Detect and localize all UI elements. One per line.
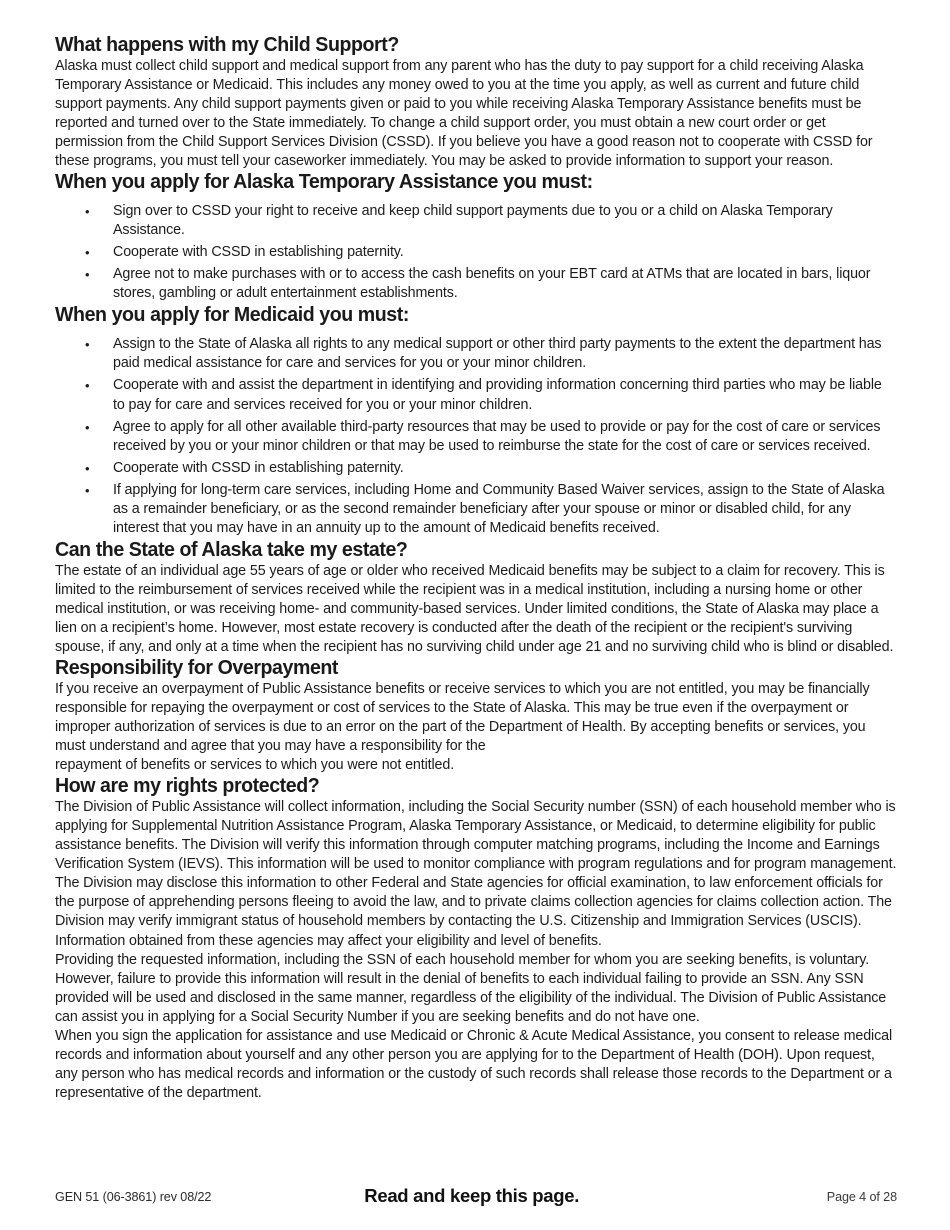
bullet-icon: •	[85, 482, 90, 498]
list-item	[55, 265, 897, 303]
paragraph-overpayment-1: If you receive an overpayment of Public Assistance benefits or receive services to which you are not entitled, you may be financially responsible for repaying the overpayment or cost of services to the State of Alaska. This may be true even if the overpayment or improper authorization of services is due to an error on the part of the Department of Health. By accepting benefits or services, you must understand and agree that you may have a responsibility for the	[55, 680, 870, 755]
heading-child-support: What happens with my Child Support?	[55, 33, 399, 56]
bullet-list-medicaid	[55, 335, 897, 537]
list-item-text: Agree not to make purchases with or to access the cash benefits on your EBT card at ATMs that are located in bars, liquor stores, gambling or adult entertainment establishments.	[113, 266, 871, 302]
list-item	[55, 202, 897, 240]
list-item	[55, 243, 897, 262]
paragraph-rights-1: The Division of Public Assistance will collect information, including the Social Security number (SSN) of each household member who is applying for Supplemental Nutrition Assistance Program, Alaska Temporary Assistance, or Medicaid, to determine eligibility for public assistance benefits. The Division will verify this information through computer matching programs, including the Income and Earnings Verification System (IEVS). This information will be used to monitor compliance with program regulations and for program management. The Division may disclose this information to other Federal and State agencies for official examination, to law enforcement officials for the purpose of apprehending persons fleeing to avoid the law, and to private claims collection agencies for claims collection action. The Division may verify immigrant status of household members by contacting the U.S. Citizenship and Immigration Services (USCIS). Information obtained from these agencies may affect your eligibility and level of benefits.	[55, 799, 897, 949]
list-item-text: Cooperate with CSSD in establishing paternity.	[113, 459, 404, 476]
list-item	[55, 481, 897, 538]
paragraph-rights-3: When you sign the application for assistance and use Medicaid or Chronic & Acute Medical Assistance, you consent to release medical records and information about yourself and any other person you are applying for to the Department of Health (DOH). Upon request, any person who has medical records and information or the custody of such records shall release those records to the Department or a representative of the department.	[55, 1027, 892, 1101]
heading-temporary-assistance: When you apply for Alaska Temporary Assistance you must:	[55, 170, 593, 194]
list-item	[55, 418, 897, 456]
list-item-text: If applying for long-term care services, including Home and Community Based Waiver services, assign to the State of Alaska as a remainder beneficiary, or as the second remainder beneficiary after your spouse or minor or disabled child, for any interest that you may have in an annuity up to the amount of Medicaid benefits received.	[113, 481, 885, 536]
bullet-icon: •	[85, 419, 90, 435]
bullet-list-temporary-assistance	[55, 202, 897, 303]
heading-medicaid: When you apply for Medicaid you must:	[55, 303, 409, 327]
document-content	[55, 34, 897, 1103]
list-item-text: Cooperate with and assist the department in identifying and providing information concerning third parties who may be liable to pay for care and services received for you or your minor children.	[113, 377, 882, 413]
heading-overpayment: Responsibility for Overpayment	[55, 656, 339, 680]
bullet-icon: •	[85, 204, 90, 220]
page-number-label: Page 4 of 28	[826, 1190, 897, 1204]
form-id-label: GEN 51 (06-3861) rev 08/22	[55, 1190, 212, 1204]
list-item-text: Agree to apply for all other available third-party resources that may be used to provide or pay for the cost of care or services received by you or your minor children or that may be used to reimburse the state for the cost of care or services received.	[113, 418, 881, 454]
heading-estate: Can the State of Alaska take my estate?	[55, 537, 408, 561]
list-item-text: Sign over to CSSD your right to receive and keep child support payments due to you or a child on Alaska Temporary Assistance.	[113, 203, 833, 239]
heading-rights-protected: How are my rights protected?	[55, 774, 320, 798]
bullet-icon: •	[85, 337, 90, 353]
bullet-icon: •	[85, 460, 90, 476]
footer-note: Read and keep this page.	[364, 1185, 580, 1206]
page-footer	[55, 1185, 897, 1206]
list-item	[55, 335, 897, 373]
bullet-icon: •	[85, 267, 90, 283]
list-item	[55, 459, 897, 478]
list-item-text: Cooperate with CSSD in establishing paternity.	[113, 244, 404, 261]
list-item	[55, 376, 897, 414]
paragraph-estate: The estate of an individual age 55 years of age or older who received Medicaid benefits may be subject to a claim for recovery. This is limited to the reimbursement of services received while the recipient was in a medical institution, including a nursing home or other medical institution, or was receiving home- and community-based services. Under limited conditions, the State of Alaska may place a lien on a recipient’s home. However, most estate recovery is conducted after the death of the recipient or the recipient's surviving spouse, if any, and only at a time when the recipient has no surviving child under age 21 and no surviving child who is blind or disabled.	[55, 562, 894, 655]
paragraph-child-support: Alaska must collect child support and medical support from any parent who has the duty to pay support for a child receiving Alaska Temporary Assistance or Medicaid. This includes any money owed to you at the time you apply, as well as current and future child support payments. Any child support payments given or paid to you while receiving Alaska Temporary Assistance benefits must be reported and turned over to the State immediately. To change a child support order, you must obtain a new court order or get permission from the Child Support Services Division (CSSD). If you believe you have a good reason not to cooperate with CSSD for these programs, you must tell your caseworker immediately. You may be asked to provide information to support your reason.	[55, 57, 873, 170]
paragraph-overpayment-2: repayment of benefits or services to which you were not entitled.	[55, 757, 455, 774]
bullet-icon: •	[85, 378, 90, 394]
paragraph-rights-2: Providing the requested information, including the SSN of each household member for whom you are seeking benefits, is voluntary. However, failure to provide this information will result in the denial of benefits to each individual failing to provide an SSN. Any SSN provided will be used and disclosed in the same manner, regardless of the eligibility of the individual. The Division of Public Assistance can assist you in applying for a Social Security Number if you are seeking benefits and do not have one.	[55, 951, 887, 1025]
bullet-icon: •	[85, 245, 90, 261]
list-item-text: Assign to the State of Alaska all rights to any medical support or other third party payments to the extent the department has paid medical assistance for care and services for you or your minor children.	[113, 336, 882, 372]
